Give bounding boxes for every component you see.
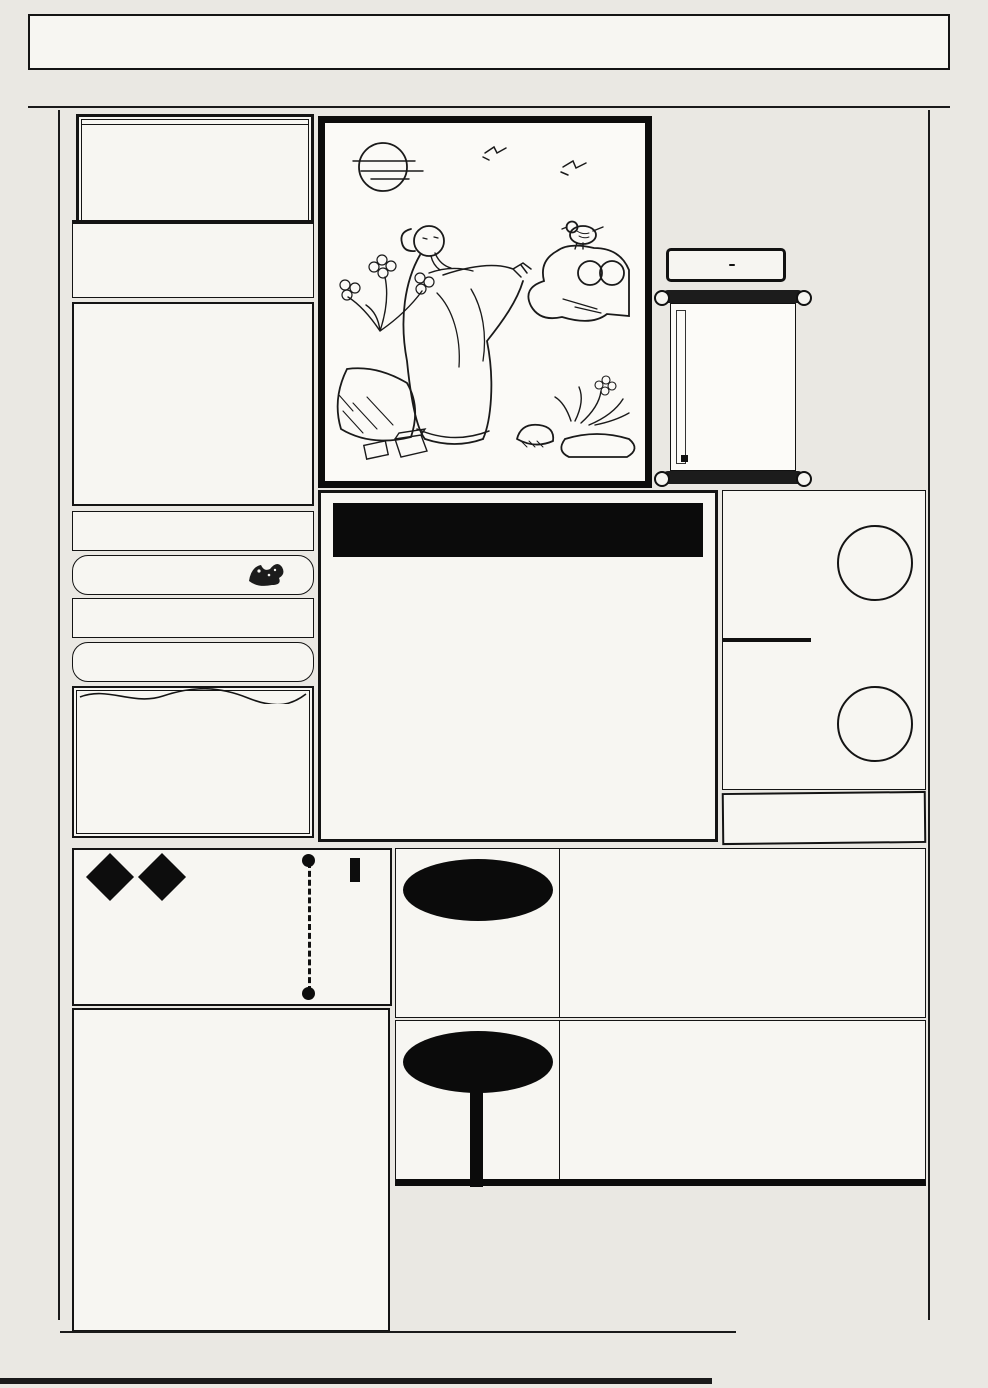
scroll-signature (679, 455, 689, 462)
mark-six-right-strip (928, 110, 960, 1320)
seal-label (666, 248, 786, 282)
special-badge (403, 1031, 553, 1093)
year-stat-number (837, 525, 913, 601)
zodiac-animal-image (241, 557, 285, 594)
masthead-calligraphy (652, 112, 928, 490)
lucky-color-row (72, 598, 314, 638)
puzzle-grid (96, 1080, 388, 1272)
total-forecast-section (395, 848, 926, 1018)
mark-six-top-strip (28, 74, 950, 108)
year-stats-column (722, 490, 926, 790)
footer-top-rule (60, 1331, 736, 1333)
verse-section (72, 848, 392, 1006)
diamond-char-qi (138, 853, 186, 901)
special-forecast-section (395, 1020, 926, 1186)
footer-heavy-rule (0, 1378, 712, 1384)
current-special-number-section (72, 302, 314, 506)
latest-contribution-section (72, 686, 314, 838)
scroll-text (676, 310, 686, 464)
tips-column (326, 858, 384, 893)
tips-label (350, 858, 360, 882)
bird-on-rock (562, 222, 603, 250)
masthead-header (28, 14, 950, 70)
total-forecast-result (396, 849, 560, 1017)
year-stat-number (837, 686, 913, 762)
special-forecast-result (396, 1021, 560, 1179)
scroll-top-roller (662, 290, 804, 303)
benqi-body (82, 312, 304, 464)
zodiac-puzzle-section (72, 1008, 390, 1332)
mark-six-left-strip (28, 110, 60, 1320)
bird-flying-2 (561, 161, 586, 175)
total-badge (403, 859, 553, 921)
analysis-banner (333, 503, 703, 557)
bird-flying-1 (483, 147, 506, 160)
lucky-zodiac-row (72, 555, 314, 595)
prophecy-scroll (656, 290, 810, 486)
divider-bar (470, 1087, 483, 1187)
diamond-char-jin (86, 853, 134, 901)
cold-hot-section (72, 220, 314, 298)
year-stat-cell-29 (723, 642, 925, 791)
computer-analysis-section (318, 490, 718, 842)
big-order-header (722, 791, 927, 845)
moon (359, 143, 407, 191)
year-stat-cell-17 (723, 491, 925, 640)
lucky-special-row (72, 511, 314, 551)
scroll-bottom-roller (662, 471, 804, 484)
gate-table-title (82, 120, 308, 125)
dashed-divider (308, 862, 311, 992)
lucky-range-row (72, 642, 314, 682)
sage-and-bird-illustration (318, 116, 652, 488)
wavy-divider (78, 688, 308, 704)
